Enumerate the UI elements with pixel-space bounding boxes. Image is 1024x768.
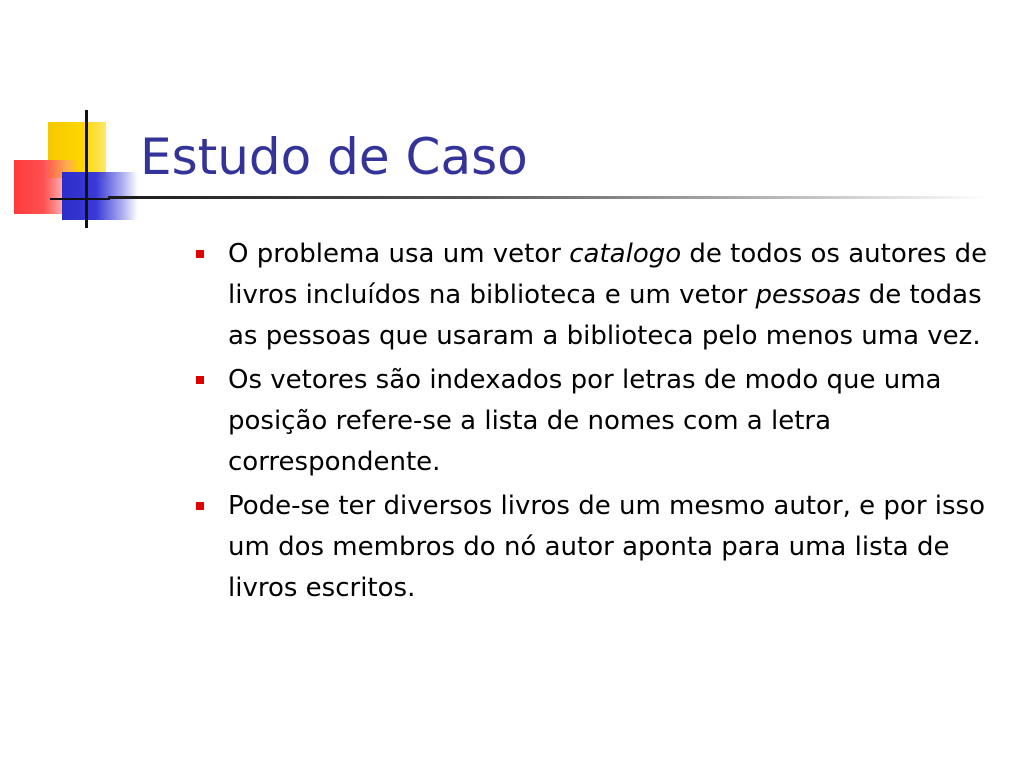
bullet-3-text: Pode-se ter diversos livros de um mesmo autor, e por isso um dos membros do nó autor aponta para uma lista de livros escritos. xyxy=(228,491,986,603)
bullet-2-text: Os vetores são indexados por letras de modo que uma posição refere-se a lista de nomes com a letra correspondente. xyxy=(228,365,942,477)
vertical-line-decoration xyxy=(85,110,88,228)
bullet-1-term-pessoas: pessoas xyxy=(755,280,861,310)
bullet-1-text-b: de todos os autores de livros incluídos na biblioteca e um vetor xyxy=(228,239,988,310)
square-bullet-icon xyxy=(196,250,204,258)
bullet-list xyxy=(192,234,1002,612)
bullet-1-text-a: O problema usa um vetor xyxy=(228,239,570,269)
square-bullet-icon xyxy=(196,502,204,510)
title-underline xyxy=(108,196,988,199)
bullet-1-text-c: de todas as pessoas que usaram a biblioteca pelo menos uma vez. xyxy=(228,280,982,351)
square-bullet-icon xyxy=(196,376,204,384)
color-squares-logo xyxy=(0,100,160,240)
bullet-item-2 xyxy=(192,360,1002,483)
bullet-item-1 xyxy=(192,234,1002,357)
slide-title: Estudo de Caso xyxy=(140,128,528,186)
bullet-item-3 xyxy=(192,486,1002,609)
bullet-1-term-catalogo: catalogo xyxy=(569,239,682,269)
horizontal-line-decoration xyxy=(50,198,110,200)
